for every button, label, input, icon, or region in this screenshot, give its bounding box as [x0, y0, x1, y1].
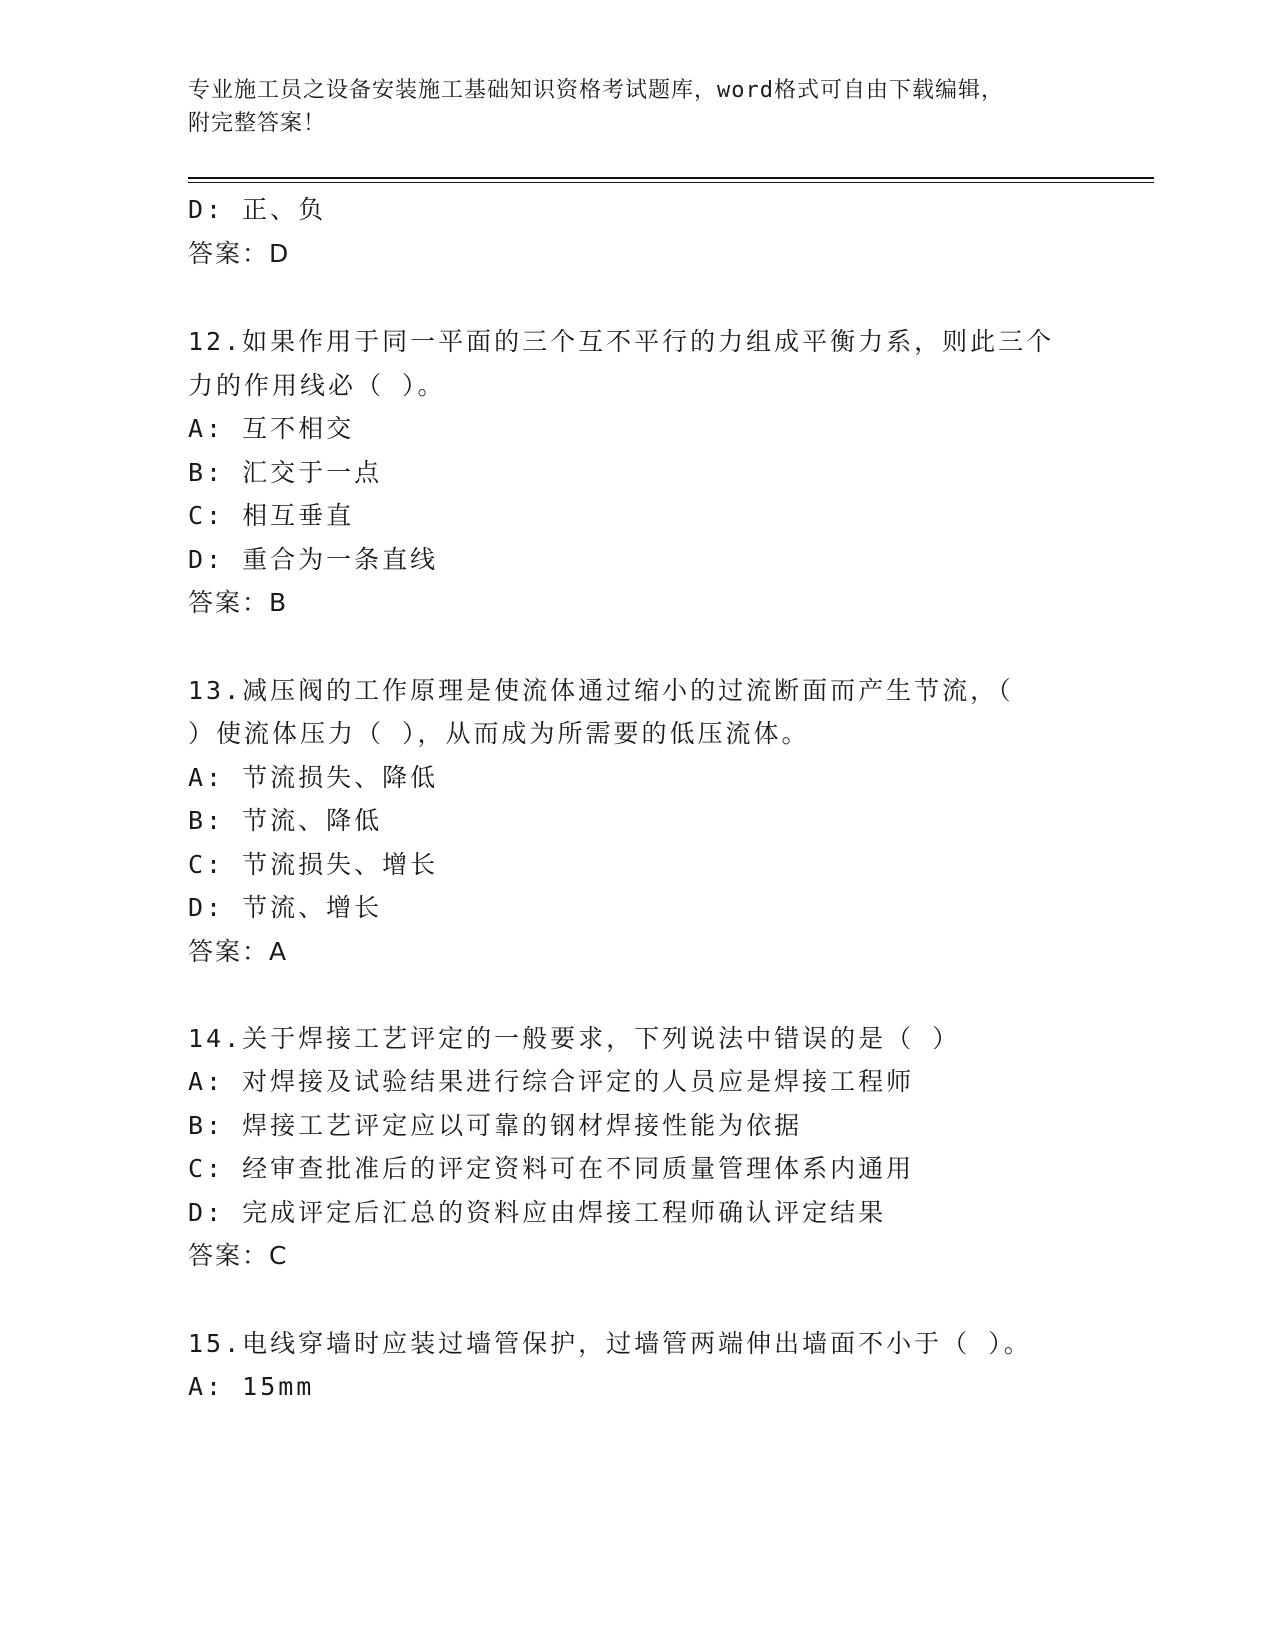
q13-option-c: C: 节流损失、增长: [188, 850, 439, 879]
document-header: [188, 74, 1108, 140]
q12-stem-line-1: 12.如果作用于同一平面的三个互不平行的力组成平衡力系，则此三个: [188, 327, 1055, 356]
q12-option-d: D: 重合为一条直线: [188, 545, 439, 574]
q13-stem-line-1: 13.减压阀的工作原理是使流体通过缩小的过流断面而产生节流，（: [188, 676, 1014, 705]
q13-option-b: B: 节流、降低: [188, 806, 383, 835]
q14-option-d: D: 完成评定后汇总的资料应由焊接工程师确认评定结果: [188, 1198, 887, 1227]
q14-stem-line-1: 14.关于焊接工艺评定的一般要求，下列说法中错误的是（ ）: [188, 1024, 961, 1053]
q12-stem-line-2: 力的作用线必（ ）。: [188, 371, 446, 400]
q13-stem-line-2: ）使流体压力（ ），从而成为所需要的低压流体。: [188, 719, 810, 748]
q15-stem-line-1: 15.电线穿墙时应装过墙管保护，过墙管两端伸出墙面不小于（ ）。: [188, 1329, 1032, 1358]
header-divider-thin: [188, 182, 1154, 183]
header-line-2: 附完整答案！: [188, 111, 327, 136]
q15-option-a: A: 15mm: [188, 1372, 315, 1401]
q14-answer: 答案：C: [188, 1241, 289, 1270]
header-divider-thick: [188, 177, 1154, 179]
q12-option-b: B: 汇交于一点: [188, 458, 383, 487]
header-line-1: 专业施工员之设备安装施工基础知识资格考试题库，word格式可自由下载编辑，: [188, 78, 1004, 103]
q13-option-d: D: 节流、增长: [188, 893, 383, 922]
q14-option-b: B: 焊接工艺评定应以可靠的钢材焊接性能为依据: [188, 1111, 803, 1140]
q14-option-c: C: 经审查批准后的评定资料可在不同质量管理体系内通用: [188, 1154, 915, 1183]
q12-option-a: A: 互不相交: [188, 414, 355, 443]
q13-answer: 答案：A: [188, 937, 289, 966]
q14-option-a: A: 对焊接及试验结果进行综合评定的人员应是焊接工程师: [188, 1067, 915, 1096]
q11-answer: 答案：D: [188, 239, 291, 268]
q11-option-d: D: 正、负: [188, 195, 327, 224]
q12-answer: 答案：B: [188, 588, 289, 617]
q12-option-c: C: 相互垂直: [188, 501, 355, 530]
q13-option-a: A: 节流损失、降低: [188, 763, 439, 792]
